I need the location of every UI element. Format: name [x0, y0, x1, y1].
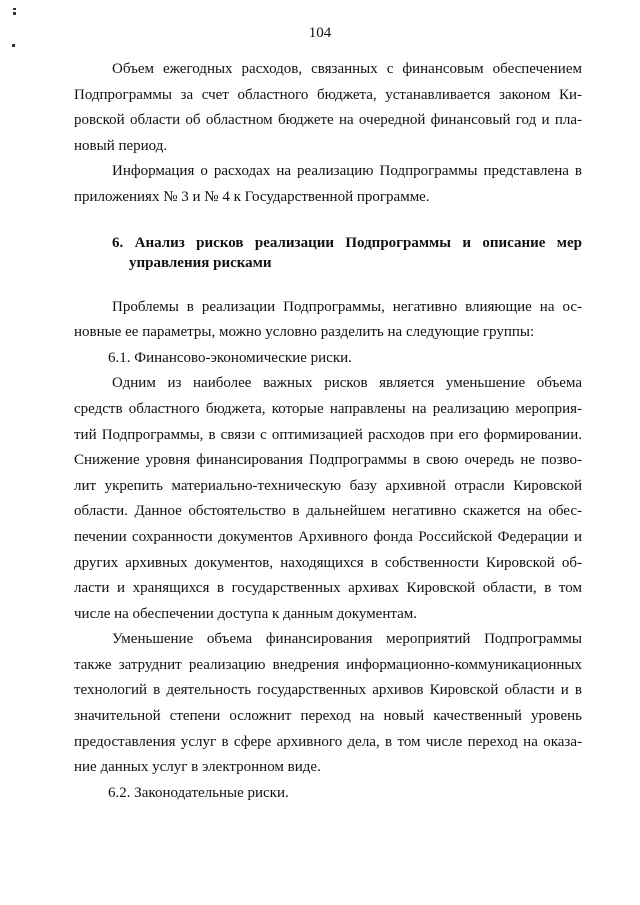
text-line: Проблемы в реализации Подпрограммы, негативно влияющие на ос- [112, 298, 582, 315]
text-line: Снижение уровня финансирования Подпрограммы в свою очередь не позво- [74, 452, 582, 469]
paragraph-problems [74, 295, 582, 346]
scan-artifact [13, 12, 16, 15]
paragraph-funding-reduction [74, 627, 582, 781]
scan-artifact [13, 8, 16, 10]
paragraph-budget-volume [74, 57, 582, 159]
text-line: Информация о расходах на реализацию Подпрограммы представлена в [112, 163, 582, 180]
heading-line: управления рисками [129, 254, 272, 271]
text-line: приложениях № 3 и № 4 к Государственной программе. [74, 188, 430, 205]
paragraph-expenses-info [74, 159, 582, 210]
text-line: других архивных документов, находящихся в собственности Кировской об- [74, 554, 582, 571]
text-line: Одним из наиболее важных рисков является уменьшение объема [112, 375, 582, 392]
text-line: также затруднит реализацию внедрения информационно-коммуникационных [74, 656, 582, 673]
text-line: тий Подпрограммы, в связи с оптимизацией расходов при его формировании. [74, 426, 582, 443]
text-line: новные ее параметры, можно условно разделить на следующие группы: [74, 324, 535, 341]
text-line: печении сохранности документов Архивного фонда Российской Федерации и [74, 528, 582, 545]
text-line: значительной степени осложнит переход на новый качественный уровень [74, 708, 582, 725]
text-line: лит укрепить материально-техническую базу архивной отрасли Кировской [74, 477, 582, 494]
text-line: ние данных услуг в электронном виде. [74, 759, 321, 776]
text-line: технологий в деятельность государственных архивов Кировской области и в [74, 682, 582, 699]
text-line: числе на обеспечении доступа к данным документам. [74, 605, 418, 622]
scan-artifact [12, 44, 15, 47]
text-line: новый период. [74, 137, 168, 154]
heading-line: 6. Анализ рисков реализации Подпрограммы и описание мер [112, 234, 582, 251]
text-line: ласти и хранящихся в государственных архивах Кировской области, в том [74, 580, 582, 597]
text-line: предоставления услуг в сфере архивного дела, в том числе переход на оказа- [74, 733, 582, 750]
subsection-financial-risks: 6.1. Финансово-экономические риски. [108, 349, 352, 366]
text-line: средств областного бюджета, которые направлены на реализацию мероприя- [74, 400, 582, 417]
text-line: Объем ежегодных расходов, связанных с финансовым обеспечением [112, 61, 582, 77]
text-line: области. Данное обстоятельство в дальнейшем негативно скажется на обес- [74, 503, 582, 520]
subsection-legal-risks: 6.2. Законодательные риски. [108, 784, 289, 801]
document-body [74, 57, 582, 806]
page-number: 104 [308, 25, 332, 41]
text-line: Уменьшение объема финансирования мероприятий Подпрограммы [112, 631, 582, 648]
text-line: Подпрограммы за счет областного бюджета, устанавливается законом Ки- [74, 86, 582, 103]
text-line: ровской области об областном бюджете на очередной финансовый год и пла- [74, 112, 582, 129]
section-heading [74, 233, 582, 273]
paragraph-financial-risk [74, 371, 582, 627]
